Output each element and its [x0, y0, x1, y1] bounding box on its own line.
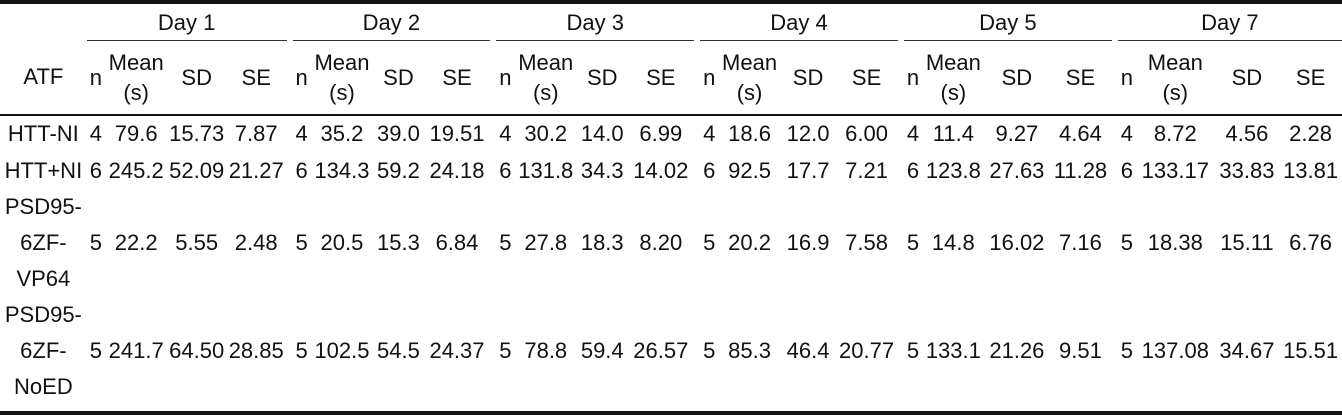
row-name: PSD95- 6ZF- VP64 — [4, 194, 82, 291]
atf-header: ATF — [0, 41, 87, 116]
se-header: SE — [1279, 41, 1342, 116]
cell-se: 11.28 — [1053, 157, 1108, 183]
cell-se: 7.16 — [1059, 230, 1102, 255]
row-name: HTT+NI — [4, 157, 83, 183]
cell-n: 4 — [499, 121, 512, 146]
n-header: n — [1118, 41, 1136, 116]
cell-se: 7.21 — [845, 157, 888, 183]
cell-n: 4 — [703, 121, 716, 146]
cell-n: 5 — [703, 230, 716, 255]
cell-n: 4 — [295, 121, 308, 146]
cell-mean: 20.2 — [728, 230, 771, 255]
cell-sd: 14.0 — [580, 121, 624, 146]
n-header: n — [87, 41, 105, 116]
se-header: SE — [1049, 41, 1112, 116]
cell-mean: 30.2 — [524, 121, 568, 146]
cell-se: 6.00 — [845, 121, 888, 146]
cell-mean: 14.8 — [931, 230, 975, 255]
table-row — [0, 189, 1342, 297]
cell-sd: 5.55 — [175, 230, 219, 255]
cell-sd: 15.3 — [377, 230, 420, 255]
mean-header: Mean (s) — [311, 41, 374, 116]
sd-header: SD — [577, 41, 627, 116]
cell-n: 4 — [1120, 121, 1133, 146]
cell-mean: 241.7 — [108, 338, 164, 363]
cell-mean: 18.38 — [1147, 230, 1203, 255]
sd-header: SD — [1215, 41, 1280, 116]
cell-se: 28.85 — [228, 338, 284, 363]
cell-se: 2.28 — [1289, 121, 1332, 146]
cell-sd: 12.0 — [786, 121, 830, 146]
n-header: n — [496, 41, 514, 116]
cell-sd: 17.7 — [786, 157, 830, 183]
cell-sd: 15.11 — [1220, 230, 1274, 255]
day-header-row — [0, 4, 1342, 41]
cell-n: 5 — [906, 230, 920, 255]
bottom-rule — [0, 411, 1342, 415]
table-row — [0, 152, 1342, 189]
table-row — [0, 297, 1342, 405]
cell-se: 4.64 — [1059, 121, 1102, 146]
cell-se: 20.77 — [839, 338, 895, 363]
cell-sd: 4.56 — [1225, 121, 1269, 146]
day-header: Day 3 — [496, 4, 694, 41]
cell-se: 14.02 — [633, 157, 689, 183]
cell-n: 5 — [295, 230, 308, 255]
cell-n: 5 — [89, 230, 102, 255]
se-header: SE — [627, 41, 694, 116]
sd-header: SD — [985, 41, 1050, 116]
cell-n: 6 — [499, 157, 512, 183]
cell-mean: 8.72 — [1153, 121, 1197, 146]
cell-se: 24.37 — [429, 338, 485, 363]
cell-n: 5 — [1120, 338, 1133, 363]
cell-sd: 34.67 — [1219, 338, 1275, 363]
cell-mean: 79.6 — [114, 121, 158, 146]
cell-n: 5 — [499, 338, 512, 363]
cell-n: 6 — [703, 157, 716, 183]
cell-mean: 92.5 — [728, 157, 771, 183]
cell-se: 7.87 — [234, 121, 278, 146]
cell-se: 9.51 — [1059, 338, 1102, 363]
mean-header: Mean (s) — [718, 41, 781, 116]
mean-header: Mean (s) — [515, 41, 578, 116]
row-name: PSD95- 6ZF- NoED — [4, 302, 82, 399]
cell-n: 6 — [89, 157, 102, 183]
cell-mean: 85.3 — [728, 338, 771, 363]
mean-header: Mean (s) — [1136, 41, 1215, 116]
cell-se: 7.58 — [845, 230, 888, 255]
cell-sd: 15.73 — [169, 121, 225, 146]
cell-n: 6 — [906, 157, 920, 183]
cell-se: 24.18 — [429, 157, 485, 183]
cell-mean: 131.8 — [518, 157, 574, 183]
cell-n: 5 — [295, 338, 308, 363]
cell-se: 6.76 — [1289, 230, 1332, 255]
cell-se: 13.81 — [1283, 157, 1339, 183]
cell-mean: 245.2 — [108, 157, 164, 183]
cell-n: 5 — [906, 338, 920, 363]
cell-n: 5 — [89, 338, 102, 363]
cell-mean: 22.2 — [114, 230, 158, 255]
cell-se: 21.27 — [228, 157, 284, 183]
row-name: HTT-NI — [7, 121, 79, 146]
cell-se: 26.57 — [633, 338, 689, 363]
cell-mean: 123.8 — [925, 157, 981, 183]
se-header: SE — [835, 41, 898, 116]
cell-sd: 46.4 — [786, 338, 830, 363]
day-header: Day 5 — [904, 4, 1112, 41]
cell-mean: 137.08 — [1141, 338, 1209, 363]
cell-mean: 20.5 — [320, 230, 364, 255]
cell-mean: 11.4 — [932, 121, 974, 146]
cell-sd: 33.83 — [1219, 157, 1275, 183]
cell-sd: 59.2 — [377, 157, 420, 183]
n-header: n — [293, 41, 311, 116]
cell-sd: 64.50 — [169, 338, 225, 363]
cell-se: 15.51 — [1283, 338, 1339, 363]
sd-header: SD — [781, 41, 835, 116]
sd-header: SD — [373, 41, 423, 116]
cell-n: 5 — [499, 230, 512, 255]
cell-n: 4 — [89, 121, 102, 146]
mean-header: Mean (s) — [105, 41, 168, 116]
cell-sd: 9.27 — [995, 121, 1039, 146]
cell-sd: 16.9 — [786, 230, 830, 255]
results-table — [0, 4, 1342, 405]
cell-sd: 27.63 — [989, 157, 1045, 183]
cell-sd: 52.09 — [169, 157, 225, 183]
cell-mean: 134.3 — [314, 157, 370, 183]
cell-sd: 54.5 — [377, 338, 420, 363]
cell-n: 6 — [1120, 157, 1133, 183]
se-header: SE — [226, 41, 287, 116]
day-header: Day 4 — [700, 4, 898, 41]
day-header: Day 2 — [293, 4, 491, 41]
cell-mean: 18.6 — [728, 121, 771, 146]
cell-n: 6 — [295, 157, 308, 183]
n-header: n — [700, 41, 718, 116]
table-row — [0, 115, 1342, 152]
cell-se: 2.48 — [234, 230, 278, 255]
cell-mean: 133.17 — [1141, 157, 1209, 183]
column-header-row — [0, 41, 1342, 116]
mean-header: Mean (s) — [922, 41, 985, 116]
sd-header: SD — [167, 41, 226, 116]
cell-sd: 39.0 — [377, 121, 420, 146]
cell-sd: 21.26 — [989, 338, 1045, 363]
cell-sd: 59.4 — [580, 338, 624, 363]
day-header: Day 7 — [1118, 4, 1342, 41]
cell-sd: 16.02 — [989, 230, 1045, 255]
day-header: Day 1 — [87, 4, 287, 41]
cell-n: 5 — [703, 338, 716, 363]
n-header: n — [904, 41, 922, 116]
cell-sd: 18.3 — [580, 230, 624, 255]
se-header: SE — [424, 41, 491, 116]
cell-se: 6.99 — [639, 121, 683, 146]
cell-mean: 133.1 — [925, 338, 981, 363]
cell-n: 4 — [906, 121, 920, 146]
cell-se: 19.51 — [429, 121, 485, 146]
cell-sd: 34.3 — [580, 157, 624, 183]
cell-mean: 27.8 — [524, 230, 568, 255]
cell-se: 6.84 — [435, 230, 479, 255]
cell-se: 8.20 — [639, 230, 683, 255]
cell-mean: 102.5 — [314, 338, 370, 363]
cell-mean: 78.8 — [524, 338, 568, 363]
cell-n: 5 — [1120, 230, 1133, 255]
cell-mean: 35.2 — [320, 121, 364, 146]
